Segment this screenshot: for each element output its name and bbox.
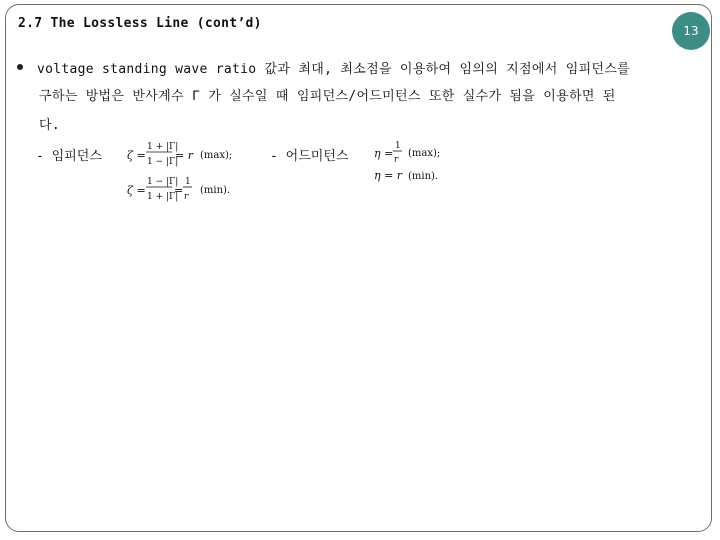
impedance-min-eq: =	[174, 184, 184, 197]
admittance-label: - 어드미턴스	[270, 149, 349, 164]
bullet-text-line-1: voltage standing wave ratio 값과 최대, 최소점을 이용하여 임의의 지점에서 임피던스를	[37, 62, 631, 77]
slide-title: 2.7 The Lossless Line (cont’d)	[18, 16, 262, 31]
page-number-badge: 13	[672, 12, 710, 50]
impedance-min-r-denominator: r	[184, 192, 189, 202]
impedance-label: - 임피던스	[36, 149, 102, 164]
admittance-min-expr: η = r	[374, 169, 403, 182]
impedance-max-rhs: = r	[175, 149, 193, 162]
impedance-formulas	[125, 134, 240, 210]
impedance-min-denominator: 1 + |Γ|	[147, 192, 179, 202]
admittance-max-numerator: 1	[395, 141, 401, 151]
bullet-dot-icon	[17, 64, 23, 70]
bullet-text-line-3: 다.	[39, 118, 60, 133]
bullet-text-line-2: 구하는 방법은 반사계수 Γ 가 실수일 때 임피던스/어드미턴스 또한 실수가 됨을 이용하면 된	[39, 89, 616, 104]
admittance-min-tag: (min).	[408, 171, 439, 182]
impedance-max-lhs: ζ =	[127, 149, 146, 162]
impedance-min-r-numerator: 1	[185, 177, 191, 187]
slide-frame	[5, 4, 712, 532]
admittance-formulas	[373, 134, 453, 184]
impedance-max-numerator: 1 + |Γ|	[147, 142, 179, 152]
impedance-max-denominator: 1 − |Γ|	[147, 157, 179, 167]
impedance-min-numerator: 1 − |Γ|	[147, 177, 179, 187]
admittance-max-denominator: r	[394, 155, 399, 165]
impedance-min-tag: (min).	[200, 185, 231, 196]
admittance-max-lhs: η =	[374, 147, 394, 160]
admittance-max-tag: (max);	[408, 148, 441, 159]
impedance-max-tag: (max);	[200, 150, 233, 161]
impedance-min-lhs: ζ =	[127, 184, 146, 197]
